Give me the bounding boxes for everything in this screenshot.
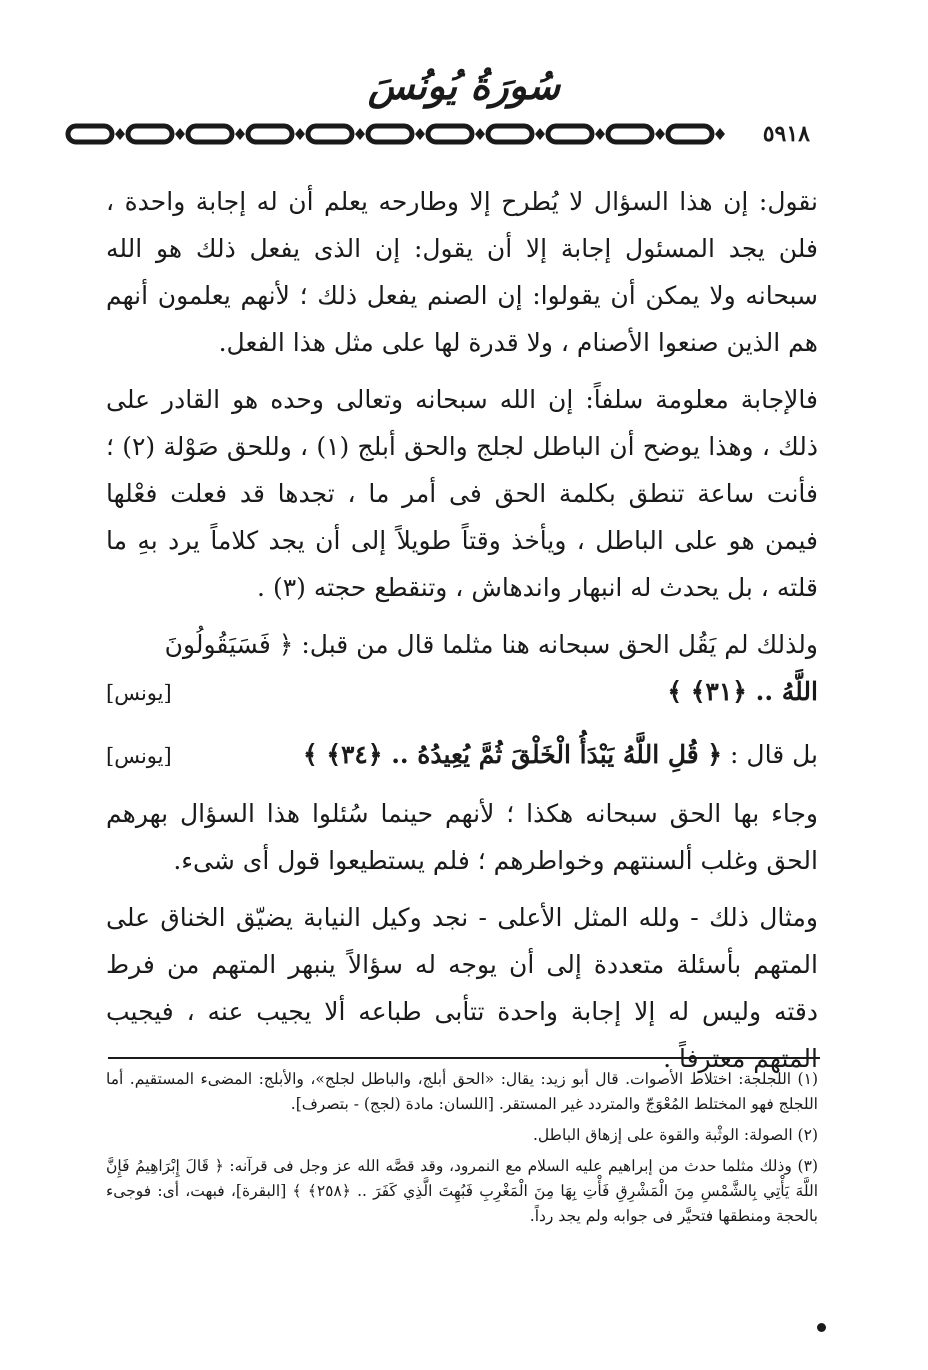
verse-line-31 <box>106 668 818 717</box>
main-text <box>106 178 818 1082</box>
verse-34-intro: بل قال : <box>730 740 818 769</box>
verse-31-end: اللَّهُ .. ﴿٣١﴾ ﴾ <box>667 677 818 706</box>
verse-line-34 <box>106 731 818 780</box>
footnote-3: (٣) وذلك مثلما حدث من إبراهيم عليه السلام مع النمرود، وقد قصَّه الله عز وجل فى قرآنه: ﴿ قَالَ إِبْرَاهِيمُ فَإِنَّ اللَّهَ يَأْتِي بِالشَّمْسِ مِنَ الْمَشْرِقِ فَأْتِ بِهَا مِنَ الْمَغْرِبِ فَبُهِتَ الَّذِي كَفَرَ .. ﴿٢٥٨﴾ ﴾ [البقرة]، فبهت، أى: فوجىء بالحجة ومنطقها فتحيَّر فى جوابه ولم يجد رداً. <box>106 1157 819 1225</box>
page-mark-dot <box>817 1323 826 1332</box>
verse-31-reference: [يونس] <box>106 681 172 705</box>
footnote-divider <box>108 1057 820 1059</box>
surah-title: سُورَةُ يُونُسَ <box>367 63 561 108</box>
ornament-chain-divider <box>64 121 734 147</box>
verse-34-text: ﴿ قُلِ اللَّهُ يَبْدَأُ الْخَلْقَ ثُمَّ يُعِيدُهُ .. ﴿٣٤﴾ ﴾ <box>302 740 723 769</box>
paragraph-1: نقول: إن هذا السؤال لا يُطرح إلا وطارحه يعلم أن له إجابة واحدة ، فلن يجد المسئول إجابة إلا أن يقول: إن الذى يفعل ذلك هو الله سبحانه ولا يمكن أن يقولوا: إن الصنم يفعل ذلك ؛ لأنهم يعلمون أنهم هم الذين صنعوا الأصنام ، ولا قدرة لها على مثل هذا الفعل. <box>106 187 818 357</box>
paragraph-3-intro-text: ولذلك لم يَقُل الحق سبحانه هنا مثلما قال من قبل: ﴿ فَسَيَقُولُونَ <box>164 630 818 659</box>
paragraph-5: وجاء بها الحق سبحانه هكذا ؛ لأنهم حينما سُئلوا هذا السؤال بهرهم الحق وغلب ألسنتهم وخواطرهم ؛ فلم يستطيعوا قول أى شىء. <box>106 799 818 875</box>
page-number: ٥٩١٨ <box>762 121 810 147</box>
footnote-1: (١) اللجلجة: اختلاط الأصوات. قال أبو زيد: يقال: «الحق أبلج، والباطل لجلج»، والأبلج: المضىء المستقيم. أما اللجلج فهو المختلط المُعْوَجّ والمتردد غير المستقر. [اللسان: مادة (لجج) - بتصرف]. <box>106 1070 818 1113</box>
verse-34-block <box>303 731 818 778</box>
paragraph-3-intro <box>106 621 818 668</box>
footnote-2: (٢) الصولة: الوثْبة والقوة على إزهاق الباطل. <box>533 1126 818 1144</box>
chain-ornament-graphic <box>64 121 734 147</box>
verse-34-reference: [يونس] <box>106 744 172 768</box>
footnotes <box>106 1067 818 1235</box>
paragraph-2: فالإجابة معلومة سلفاً: إن الله سبحانه وتعالى وحده هو القادر على ذلك ، وهذا يوضح أن الباطل لجلج والحق أبلج (١) ، وللحق صَوْلة (٢) ؛ فأنت ساعة تنطق بكلمة الحق فى أمر ما ، تجدها قد فعلت فعْلها فيمن هو على الباطل ، ويأخذ وقتاً طويلاً إلى أن يجد كلاماً يرد بهِ ما قلته ، بل يحدث له انبهار واندهاش ، وتنقطع حجته (٣) . <box>106 385 818 602</box>
paragraph-6: ومثال ذلك - ولله المثل الأعلى - نجد وكيل النيابة يضيّق الخناق على المتهم بأسئلة متعددة إلى أن يوجه له سؤالاً ينبهر المتهم من فرط دقته وليس له إلا إجابة واحدة تتأبى طباعه ألا يجيب عنه ، فيجيب المتهم معترفاً . <box>106 903 818 1073</box>
